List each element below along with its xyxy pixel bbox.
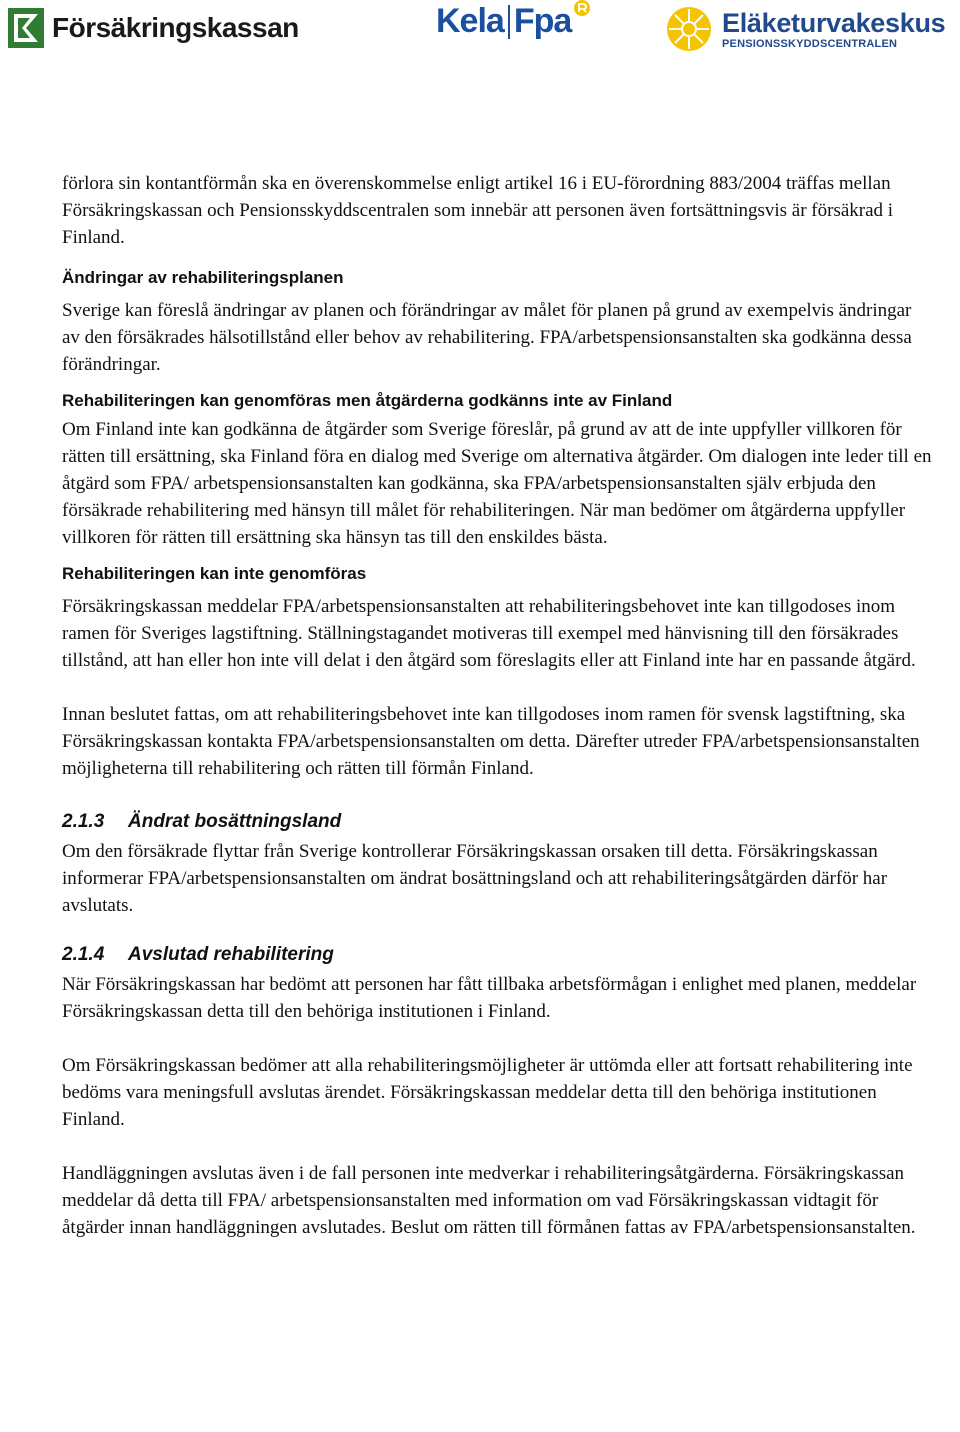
- not-approved-paragraph: Om Finland inte kan godkänna de åtgärder som Sverige föreslår, på grund av att de inte uppfyller villkoren för rätten till ersättning, ska Finland föra en dialog med Sverige om alternativa åtgärder. Om dialogen inte leder till en åtgärd som FPA/ arbetspensionsanstalten kan godkänna, ska FPA/arbetspensionsanstalten själv erbjuda den försäkrade rehabilitering med hänsyn till målet för rehabiliteringen. När man bedömer om åtgärderna uppfyller villkoren för rätten till ersättning ska hänsyn tas till den enskildes bästa.: [62, 419, 932, 548]
- forsakringskassan-mark-icon: [8, 8, 44, 48]
- ended-rehabilitation-paragraph-2: Om Försäkringskassan bedömer att alla rehabiliteringsmöjligheter är uttömda eller att fortsatt rehabilitering inte bedöms vara meningsfull avslutas ärendet. Försäkringskassan meddelar detta till den behöriga institutionen Finland.: [62, 1055, 913, 1130]
- kela-fpa-logo: [436, 2, 591, 41]
- document-body: [62, 170, 932, 1241]
- kela-logo-divider: [508, 5, 510, 39]
- section-number: 2.1.3: [62, 811, 105, 832]
- section-heading-cannot-be-done: Rehabiliteringen kan inte genomföras: [62, 564, 367, 583]
- section-heading-not-approved: Rehabiliteringen kan genomföras men åtgärderna godkänns inte av Finland: [62, 391, 673, 410]
- forsakringskassan-logo-text: Försäkringskassan: [52, 12, 299, 43]
- changed-residence-paragraph: Om den försäkrade flyttar från Sverige kontrollerar Försäkringskassan orsaken till detta. Försäkringskassan informerar FPA/arbetspensionsanstalten om ändrat bosättningsland och att rehabiliteringsåtgärden därför har avslutats.: [62, 841, 888, 916]
- fpa-logo-text: Fpa: [513, 2, 572, 40]
- elaketurvakeskus-logo: [666, 6, 945, 52]
- plan-changes-paragraph: Sverige kan föreslå ändringar av planen och förändringar av målet för planen på grund av exempelvis ändringar av den försäkrades hälsotillstånd eller behov av rehabilitering. FPA/arbetspensionsanstalten ska godkänna dessa förändringar.: [62, 300, 912, 375]
- forsakringskassan-logo: [8, 8, 299, 48]
- kela-symbol-icon: [573, 0, 591, 17]
- section-title: Ändrat bosättningsland: [128, 811, 342, 832]
- page-header: [0, 0, 960, 70]
- section-heading-ended-rehabilitation: [62, 943, 932, 967]
- intro-paragraph: förlora sin kontantförmån ska en överenskommelse enligt artikel 16 i EU-förordning 883/2004 träffas mellan Försäkringskassan och Pensionsskyddscentralen som innebär att personen även fortsättningsvis är försäkrad i Finland.: [62, 173, 894, 248]
- kela-logo-text: Kela: [436, 2, 504, 40]
- elaketurvakeskus-sun-icon: [666, 6, 712, 52]
- section-heading-plan-changes: Ändringar av rehabiliteringsplanen: [62, 268, 344, 287]
- section-title: Avslutad rehabilitering: [128, 944, 334, 965]
- ended-rehabilitation-paragraph-3: Handläggningen avslutas även i de fall personen inte medverkar i rehabiliteringsåtgärderna. Försäkringskassan meddelar då detta till FPA/ arbetspensionsanstalten med information om vad Försäkringskassan vidtagit för åtgärder innan handläggningen avslutades. Beslut om rätten till förmånen fattas av FPA/arbetspensionsanstalten.: [62, 1163, 916, 1238]
- elaketurvakeskus-logo-subtitle: PENSIONSSKYDDSCENTRALEN: [722, 37, 898, 50]
- cannot-be-done-paragraph-2: Innan beslutet fattas, om att rehabiliteringsbehovet inte kan tillgodoses inom ramen för svensk lagstiftning, ska Försäkringskassan kontakta FPA/arbetspensionsanstalten om detta. Därefter utreder FPA/arbetspensionsanstalten möjligheterna till rehabilitering och rätten till förmån Finland.: [62, 704, 920, 779]
- section-number: 2.1.4: [62, 944, 105, 965]
- elaketurvakeskus-logo-name: Eläketurvakeskus: [722, 7, 946, 38]
- ended-rehabilitation-paragraph-1: När Försäkringskassan har bedömt att personen har fått tillbaka arbetsförmågan i enlighet med planen, meddelar Försäkringskassan detta till den behöriga institutionen i Finland.: [62, 974, 917, 1022]
- cannot-be-done-paragraph-1: Försäkringskassan meddelar FPA/arbetspensionsanstalten att rehabiliteringsbehovet inte kan tillgodoses inom ramen för Sveriges lagstiftning. Ställningstagandet motiveras till exempel med hänvisning till den försäkrades tillstånd, att han eller hon inte vill delat i den åtgärd som föreslagits eller att Finland inte har en passande åtgärd.: [62, 596, 916, 671]
- section-heading-changed-residence: [62, 810, 932, 834]
